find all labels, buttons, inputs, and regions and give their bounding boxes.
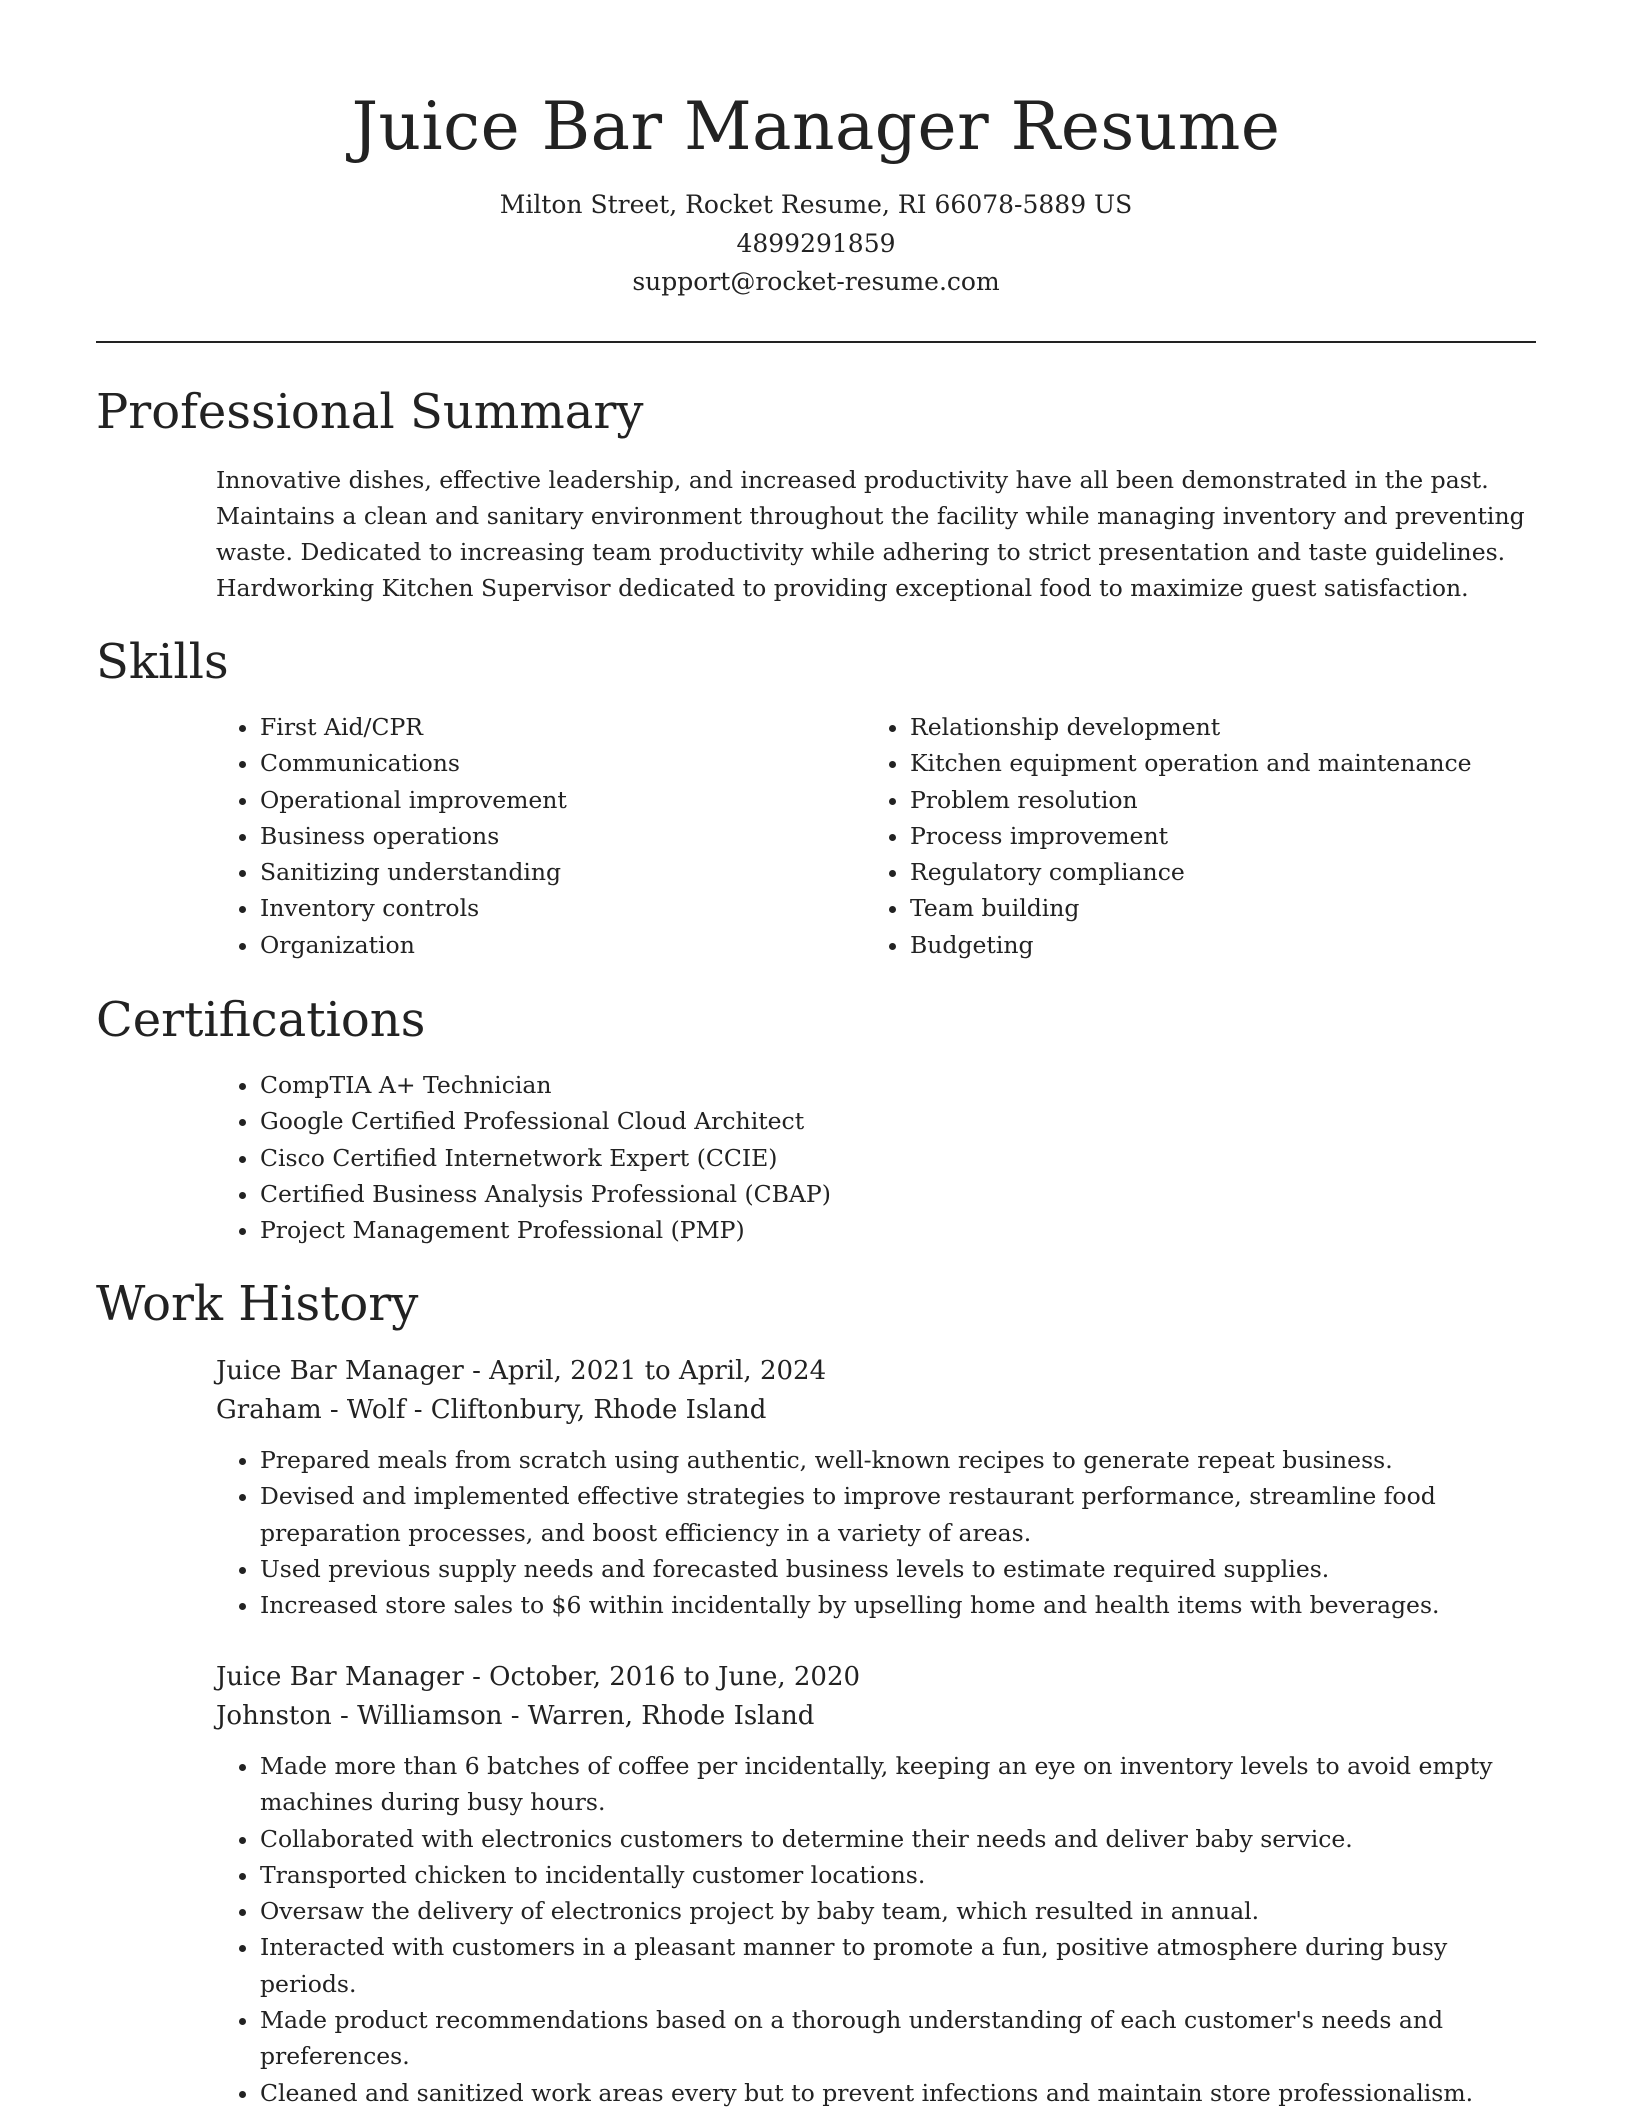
job-entry bbox=[216, 1352, 1536, 1623]
skill-item: • Business operations bbox=[260, 818, 866, 854]
job-entry bbox=[216, 1658, 1536, 2111]
certification-item: • Cisco Certified Internetwork Expert (CCIE) bbox=[260, 1140, 1536, 1176]
skill-item: • Inventory controls bbox=[260, 890, 866, 926]
job-bullet: • Made product recommendations based on a thorough understanding of each customer's needs and preferences. bbox=[260, 2002, 1500, 2075]
skill-item: • Problem resolution bbox=[910, 782, 1516, 818]
job-bullet: • Collaborated with electronics customers to determine their needs and deliver baby service. bbox=[260, 1821, 1500, 1857]
skill-item: • Kitchen equipment operation and maintenance bbox=[910, 745, 1516, 781]
section-title-skills: Skills bbox=[96, 634, 229, 690]
job-company-line: Johnston - Williamson - Warren, Rhode Island bbox=[216, 1701, 815, 1731]
job-title-line: Juice Bar Manager - April, 2021 to April, 2024 bbox=[216, 1356, 827, 1386]
contact-address: Milton Street, Rocket Resume, RI 66078-5889 US bbox=[499, 190, 1133, 219]
certification-item: • Certified Business Analysis Professional (CBAP) bbox=[260, 1176, 1536, 1212]
job-bullet: • Prepared meals from scratch using authentic, well-known recipes to generate repeat business. bbox=[260, 1442, 1500, 1478]
job-bullet: • Cleaned and sanitized work areas every but to prevent infections and maintain store professionalism. bbox=[260, 2075, 1500, 2111]
job-bullet: • Transported chicken to incidentally customer locations. bbox=[260, 1857, 1500, 1893]
skill-item: • Process improvement bbox=[910, 818, 1516, 854]
skills-column-right bbox=[866, 709, 1516, 963]
certification-item: • CompTIA A+ Technician bbox=[260, 1067, 1536, 1103]
skill-item: • First Aid/CPR bbox=[260, 709, 866, 745]
job-company-line: Graham - Wolf - Cliftonbury, Rhode Island bbox=[216, 1395, 767, 1425]
contact-info bbox=[96, 186, 1536, 302]
section-title-summary: Professional Summary bbox=[96, 384, 644, 440]
skill-item: • Sanitizing understanding bbox=[260, 854, 866, 890]
skill-item: • Organization bbox=[260, 927, 866, 963]
skill-item: • Budgeting bbox=[910, 927, 1516, 963]
job-title-line: Juice Bar Manager - October, 2016 to June, 2020 bbox=[216, 1662, 861, 1692]
skill-item: • Regulatory compliance bbox=[910, 854, 1516, 890]
certification-item: • Google Certified Professional Cloud Architect bbox=[260, 1103, 1536, 1139]
skill-item: • Communications bbox=[260, 745, 866, 781]
skill-item: • Relationship development bbox=[910, 709, 1516, 745]
skills-column-left bbox=[216, 709, 866, 963]
certifications-list bbox=[216, 1067, 1536, 1248]
contact-phone: 4899291859 bbox=[736, 228, 896, 258]
job-bullet: • Made more than 6 batches of coffee per incidentally, keeping an eye on inventory levels to avoid empty machines during busy hours. bbox=[260, 1748, 1500, 1821]
job-bullet: • Increased store sales to $6 within incidentally by upselling home and health items with beverages. bbox=[260, 1587, 1500, 1623]
skill-item: • Operational improvement bbox=[260, 782, 866, 818]
skills-list bbox=[216, 709, 1536, 963]
job-bullet: • Oversaw the delivery of electronics project by baby team, which resulted in annual. bbox=[260, 1893, 1500, 1929]
resume-header bbox=[96, 82, 1536, 302]
section-title-work-history: Work History bbox=[96, 1276, 419, 1332]
header-divider bbox=[96, 341, 1536, 343]
resume-title: Juice Bar Manager Resume bbox=[351, 88, 1281, 165]
job-bullet: • Devised and implemented effective strategies to improve restaurant performance, streamline food preparation processes, and boost efficiency in a variety of areas. bbox=[260, 1478, 1500, 1551]
skill-item: • Team building bbox=[910, 890, 1516, 926]
section-title-certifications: Certifications bbox=[96, 992, 426, 1048]
summary-text: Innovative dishes, effective leadership, and increased productivity have all been demonstrated in the past. Maintains a clean and sanitary environment throughout the facility while managing inventory and preventing waste. Dedicated to increasing team productivity while adhering to strict presentation and taste guidelines. Hardworking Kitchen Supervisor dedicated to providing exceptional food to maximize guest satisfaction. bbox=[216, 466, 1525, 602]
contact-email: support@rocket-resume.com bbox=[632, 267, 1000, 296]
job-bullet: • Used previous supply needs and forecasted business levels to estimate required supplies. bbox=[260, 1551, 1500, 1587]
job-bullet: • Interacted with customers in a pleasant manner to promote a fun, positive atmosphere during busy periods. bbox=[260, 1929, 1500, 2002]
certification-item: • Project Management Professional (PMP) bbox=[260, 1212, 1536, 1248]
